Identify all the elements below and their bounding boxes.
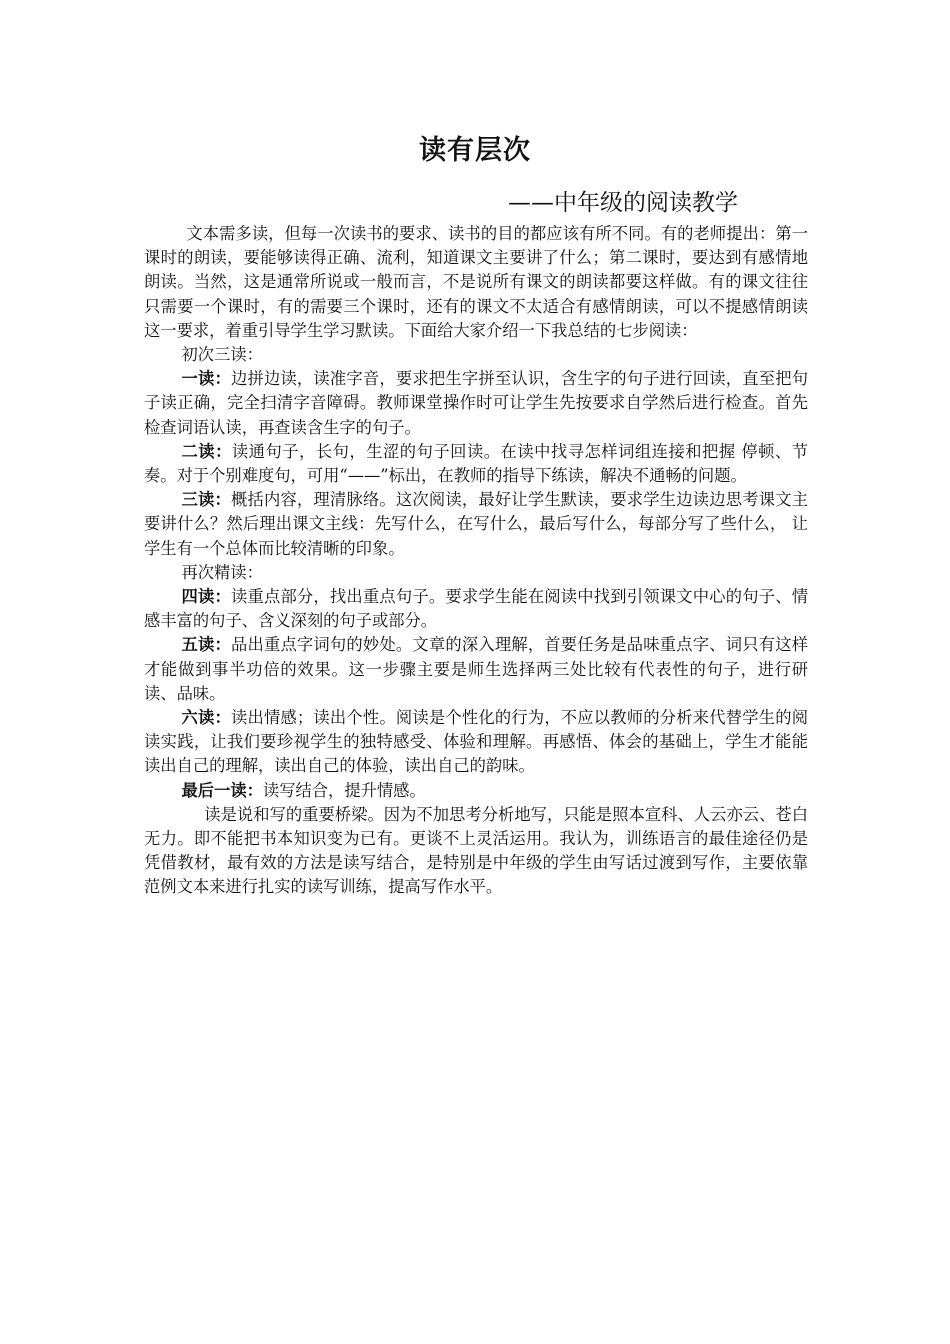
step-2-paragraph — [144, 440, 808, 488]
step-6-paragraph — [144, 706, 808, 779]
step-1-text: 边拼边读，读准字音，要求把生字拼至认识，含生字的句子进行回读，直至把句子读正确，完全扫清字音障碍。教师课堂操作时可让学生先按要求自学然后进行检查。首先检查词语认读，再查读含生字的句子。 — [144, 369, 808, 437]
step-4-label: 四读： — [181, 587, 231, 607]
step-3-paragraph — [144, 488, 808, 561]
step-1-paragraph — [144, 367, 808, 440]
step-4-text: 读重点部分，找出重点句子。要求学生能在阅读中找到引领课文中心的句子、情感丰富的句子、含义深刻的句子或部分。 — [144, 587, 808, 631]
step-4-paragraph — [144, 585, 808, 633]
step-7-label: 最后一读： — [181, 780, 263, 800]
step-7-paragraph — [144, 779, 808, 803]
step-7-text: 读写结合，提升情感。 — [262, 780, 426, 800]
step-6-label: 六读： — [181, 708, 231, 728]
section-heading-intensive-reading: 再次精读： — [181, 562, 263, 582]
step-1-label: 一读： — [181, 369, 231, 389]
step-2-text: 读通句子，长句，生涩的句子回读。在读中找寻怎样词组连接和把握 停顿、节奏。对于个别难度句，可用“——”标出，在教师的指导下练读，解决不通畅的问题。 — [144, 441, 808, 486]
step-5-paragraph — [144, 633, 808, 706]
document-subtitle: ——中年级的阅读教学 — [508, 190, 738, 216]
step-3-label: 三读： — [181, 490, 231, 510]
intro-paragraph: 文本需多读，但每一次读书的要求、读书的目的都应该有所不同。有的老师提出：第一课时的朗读，要能够读得正确、流利，知道课文主要讲了什么；第二课时，要达到有感情地朗读。当然，这是通常所说或一般而言，不是说所有课文的朗读都要这样做。有的课文往往只需要一个课时，有的需要三个课时，还有的课文不太适合有感情朗读，可以不提感情朗读这一要求，着重引导学生学习默读。下面给大家介绍一下我总结的七步阅读： — [144, 224, 808, 340]
document-body — [144, 222, 808, 900]
step-3-text: 概括内容，理清脉络。这次阅读，最好让学生默读，要求学生边读边思考课文主要讲什么？然后理出课文主线：先写什么，在写什么，最后写什么，每部分写了些什么， 让学生有一个总体而比较清晰的印象。 — [144, 490, 808, 558]
section-heading-first-reading: 初次三读： — [181, 345, 263, 365]
step-2-label: 二读： — [181, 441, 232, 461]
closing-paragraph: 读是说和写的重要桥梁。因为不加思考分析地写，只能是照本宣科、人云亦云、苍白无力。即不能把书本知识变为已有。更谈不上灵活运用。我认为，训练语言的最佳途径仍是凭借教材，最有效的方法是读写结合，是特别是中年级的学生由写话过渡到写作，主要依靠范例文本来进行扎实的读写训练，提高写作水平。 — [144, 804, 808, 897]
step-6-text: 读出情感；读出个性。阅读是个性化的行为，不应以教师的分析来代替学生的阅读实践，让我们要珍视学生的独特感受、体验和理解。再感悟、体会的基础上，学生才能能读出自己的理解，读出自己的体验，读出自己的韵味。 — [144, 708, 808, 776]
document-title: 读有层次 — [419, 135, 531, 166]
step-5-text: 品出重点字词句的妙处。文章的深入理解，首要任务是品味重点字、词只有这样才能做到事半功倍的效果。这一步骤主要是师生选择两三处比较有代表性的句子，进行研读、品味。 — [144, 635, 808, 703]
step-5-label: 五读： — [181, 635, 231, 655]
